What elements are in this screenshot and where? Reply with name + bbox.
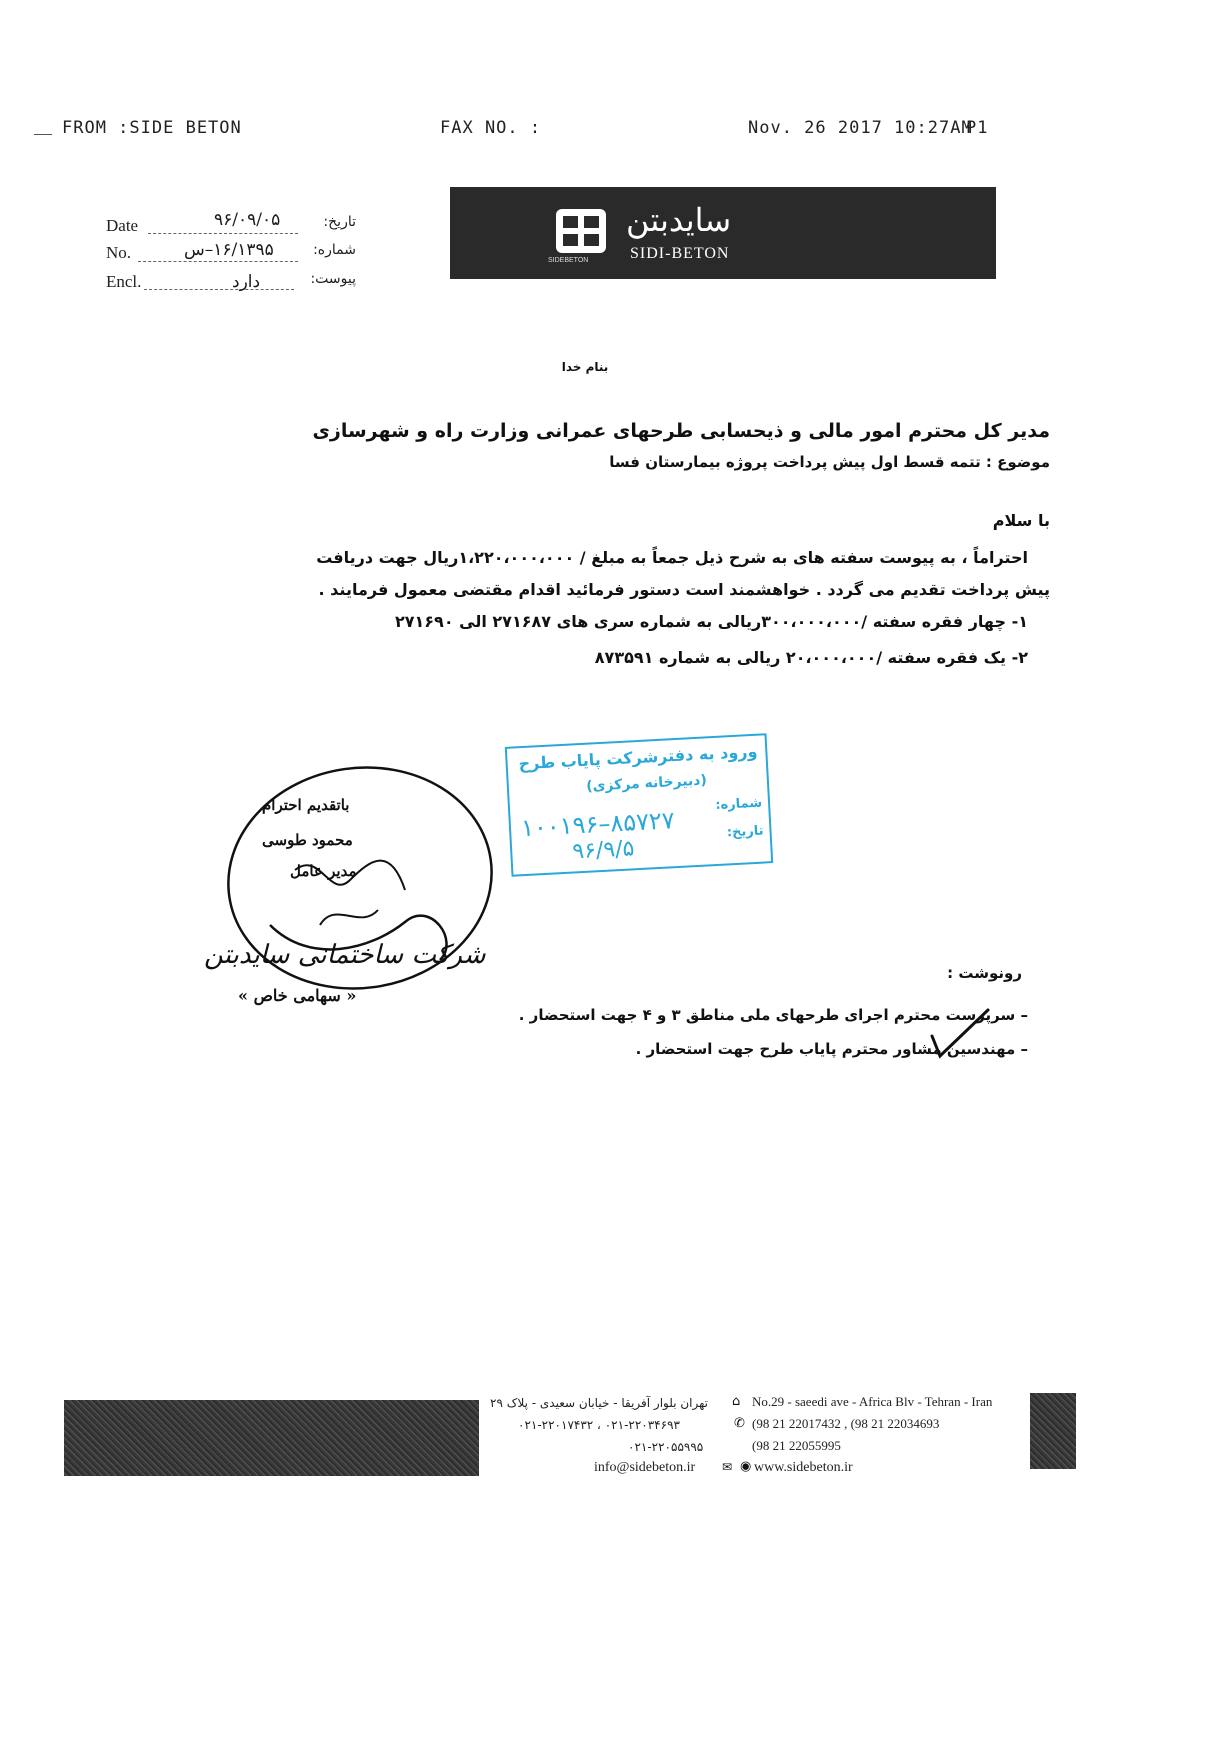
cc-item-1: – سرپرست محترم اجرای طرحهای ملی مناطق ۳ و ۴ جهت استحضار . — [518, 1006, 1028, 1024]
date-label-fa: تاریخ: — [323, 214, 356, 230]
footer-address-fa: تهران بلوار آفریقا - خیابان سعیدی - پلاک ۲۹ — [490, 1396, 709, 1410]
greeting: با سلام — [992, 511, 1050, 530]
closing-text: باتقدیم احترام — [262, 796, 350, 814]
mark-caption: SIDEBETON — [548, 257, 589, 264]
mail-icon: ✉ — [722, 1460, 733, 1474]
footer-website[interactable]: www.sidebeton.ir — [754, 1460, 853, 1475]
fax-from: FROM :SIDE BETON — [62, 118, 242, 138]
stamp-number-label: شماره: — [714, 795, 763, 813]
footer-email[interactable]: info@sidebeton.ir — [594, 1460, 696, 1475]
signer-name: محمود طوسی — [262, 831, 353, 849]
footer-dark-band — [64, 1400, 479, 1476]
addressee: مدیر کل محترم امور مالی و ذیحسابی طرحهای عمرانی وزارت راه و شهرسازی — [312, 420, 1050, 442]
subject: موضوع : تتمه قسط اول پیش پرداخت پروژه بیمارستان فسا — [609, 453, 1050, 471]
stamp-title: ورود به دفترشرکت پایاب طرح — [518, 741, 758, 774]
margin-tick — [34, 134, 52, 135]
letter-meta — [106, 210, 356, 300]
company-name-en: SIDI-BETON — [630, 245, 730, 262]
no-value: ۱۶/۱۳۹۵–س — [184, 240, 274, 260]
encl-label-en: Encl. — [106, 272, 142, 291]
footer-dark-block — [1030, 1393, 1076, 1469]
body-line-2: پیش پرداخت تقدیم می گردد . خواهشمند است دستور فرمائید اقدام مقتضی معمول فرمایند . — [318, 580, 1050, 599]
date-value: ۹۶/۰۹/۰۵ — [214, 210, 281, 230]
footer-address-en: No.29 - saeedi ave - Africa Blv - Tehran - Iran — [752, 1394, 993, 1409]
stamp-subtitle: (دبیرخانه مرکزی) — [585, 772, 708, 795]
phone-icon: ✆ — [734, 1416, 745, 1431]
cc-label: رونوشت : — [947, 964, 1022, 982]
cc-item-1-text: سرپرست محترم اجرای طرحهای ملی مناطق ۳ و ۴ جهت استحضار . — [518, 1006, 1016, 1024]
checkmark-icon — [928, 1006, 992, 1060]
footer-phones-en: (98 21 22017432 , (98 21 22034693 — [752, 1416, 940, 1431]
body-line-1: احتراماً ، به پیوست سفته های به شرح ذیل جمعاً به مبلغ / ۱،۲۲۰،۰۰۰،۰۰۰ریال جهت دریافت — [316, 548, 1028, 567]
footer-fax-fa: ۰۲۱-۲۲۰۵۵۹۹۵ — [628, 1440, 704, 1454]
receipt-stamp — [505, 733, 773, 877]
cc-item-2-text: مهندسین مشاور محترم پایاب طرح جهت استحضار . — [635, 1040, 1016, 1058]
footer-phones-fa: ۰۲۱-۲۲۰۱۷۴۳۲ ، ۰۲۱-۲۲۰۳۴۶۹۳ — [518, 1418, 680, 1432]
cc-item-2: – مهندسین مشاور محترم پایاب طرح جهت استحضار . — [635, 1040, 1028, 1058]
encl-label-fa: پیوست: — [310, 271, 356, 287]
stamp-number-value: ۱۰۰۱۹۶–۸۵۷۲۷ — [520, 806, 676, 843]
private-stock-label: « سهامی خاص » — [238, 986, 357, 1005]
stamp-date-value: ۹۶/۹/۵ — [571, 836, 636, 865]
bismillah: بنام خدا — [561, 360, 609, 374]
company-mark-icon — [554, 207, 608, 255]
company-seal-outline — [200, 750, 520, 1010]
encl-value: دارد — [232, 272, 261, 292]
company-logo-bar — [450, 187, 996, 279]
company-seal-name: شرکت ساختمانی سایدبتن — [204, 940, 486, 970]
signer-title: مدیر عامل — [290, 862, 357, 880]
no-label-fa: شماره: — [313, 242, 356, 258]
item-1: ۱- چهار فقره سفته /۳۰۰،۰۰۰،۰۰۰ریالی به شماره سری های ۲۷۱۶۸۷ الی ۲۷۱۶۹۰ — [394, 612, 1028, 631]
no-label-en: No. — [106, 243, 132, 262]
item-2: ۲- یک فقره سفته /۲۰،۰۰۰،۰۰۰ ریالی به شماره ۸۷۳۵۹۱ — [594, 648, 1028, 667]
fax-datetime: Nov. 26 2017 10:27AM — [748, 118, 973, 138]
date-label-en: Date — [106, 216, 139, 235]
fax-number: FAX NO. : — [440, 118, 542, 138]
company-name-fa: سایدبتن — [626, 201, 732, 239]
globe-icon: ◉ — [740, 1459, 752, 1474]
home-icon: ⌂ — [732, 1394, 741, 1409]
stamp-date-label: تاریخ: — [726, 823, 764, 841]
fax-page: P1 — [966, 118, 989, 138]
footer-fax-en: (98 21 22055995 — [752, 1438, 841, 1453]
